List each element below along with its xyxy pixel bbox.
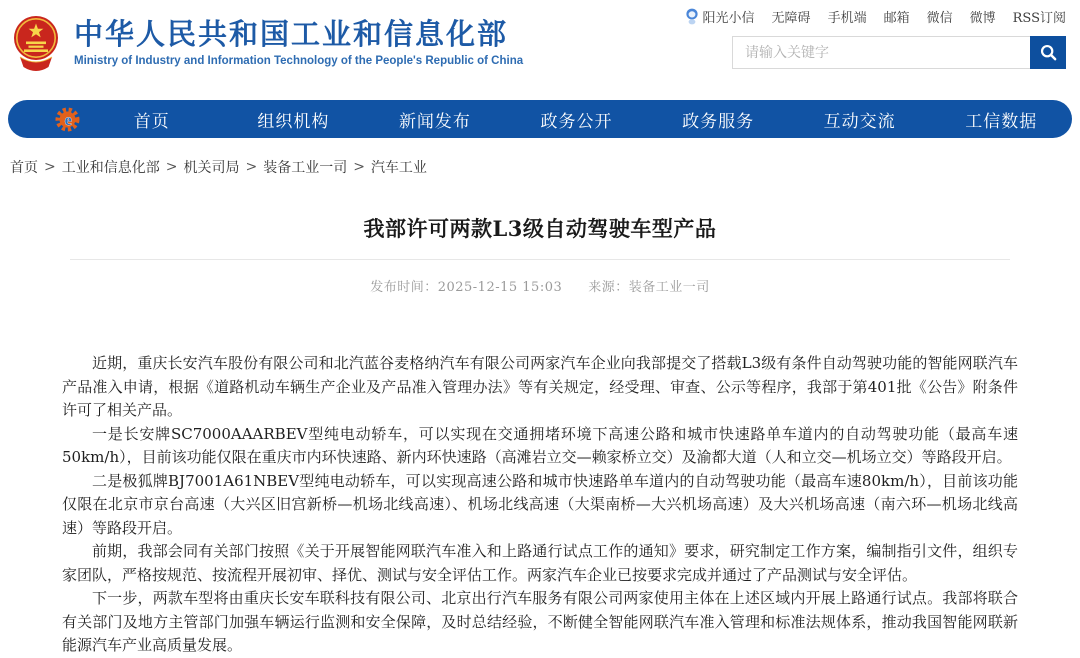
site-name-cn: 中华人民共和国工业和信息化部 <box>74 19 509 51</box>
breadcrumb-home[interactable]: 首页 <box>10 160 38 176</box>
top-link-accessibility[interactable] <box>772 7 811 26</box>
paragraph: 前期，我部会同有关部门按照《关于开展智能网联汽车准入和上路通行试点工作的通知》要求，研究制定工作方案，编制指引文件，组织专家团队，严格按规范、按流程开展初审、择优、测试与安全评估工作。两家汽车企业已按要求完成并通过了产品测试与安全评估。 <box>62 542 1018 584</box>
mascot-icon <box>685 8 699 25</box>
miit-gear-logo-icon[interactable] <box>54 106 81 133</box>
paragraph: 近期，重庆长安汽车股份有限公司和北汽蓝谷麦格纳汽车有限公司两家汽车企业向我部提交了搭载L3级有条件自动驾驶功能的智能网联汽车产品准入申请，根据《道路机动车辆生产企业及产品准入管理办法》等有关规定，经受理、审查、公示等程序，我部于第401批《公告》附条件许可了相关产品。 <box>62 354 1018 419</box>
nav-item-organization[interactable]: 组织机构 <box>257 111 330 132</box>
top-link-mail[interactable] <box>884 7 910 26</box>
source-value: 装备工业一司 <box>628 280 710 295</box>
top-link-label: 手机端 <box>827 11 867 26</box>
breadcrumb-separator: > <box>165 159 178 175</box>
top-link-label: 微信 <box>926 11 953 26</box>
publish-time: 2025-12-15 15:03 <box>437 280 563 295</box>
nav-item-interaction[interactable]: 互动交流 <box>823 111 896 132</box>
site-header <box>0 0 1080 95</box>
top-link-weibo[interactable] <box>970 7 996 26</box>
header-logo-link[interactable] <box>12 13 523 77</box>
top-link-rss[interactable] <box>1013 7 1066 26</box>
search-input[interactable] <box>733 37 1030 68</box>
breadcrumb-separator: > <box>44 159 56 175</box>
paragraph: 下一步，两款车型将由重庆长安车联科技有限公司、北京出行汽车服务有限公司两家使用主体在上述区域内开展上路通行试点。我部将联合有关部门及地方主管部门加强车辆运行监测和安全保障，及时总结经验，不断健全智能网联汽车准入管理和标准法规体系，推动我国智能网联新能源汽车产业高质量发展。 <box>62 589 1018 654</box>
main-nav <box>8 100 1072 138</box>
publish-time-label: 发布时间： <box>370 280 438 295</box>
breadcrumb-miit[interactable]: 工业和信息化部 <box>61 160 160 176</box>
top-link-mobile[interactable] <box>828 7 867 26</box>
breadcrumb-departments[interactable]: 机关司局 <box>183 160 240 176</box>
top-link-sunshine-assistant[interactable] <box>685 7 755 26</box>
nav-item-miit-data[interactable]: 工信数据 <box>965 111 1038 132</box>
top-link-label: 阳光小信 <box>702 11 755 26</box>
nav-item-news[interactable]: 新闻发布 <box>398 111 471 132</box>
top-link-label: RSS订阅 <box>1012 11 1066 26</box>
national-emblem-icon <box>12 13 60 77</box>
breadcrumb-equipment-dept[interactable]: 装备工业一司 <box>263 160 348 176</box>
paragraph: 一是长安牌SC7000AAARBEV型纯电动轿车，可以实现在交通拥堵环境下高速公路和城市快速路单车道内的自动驾驶功能（最高车速50km/h），目前该功能仅限在重庆市内环快速路、新内环快速路（高滩岩立交—赖家桥立交）及渝都大道（人和立交—机场立交）等路段开启。 <box>62 424 1018 466</box>
nav-items <box>81 107 1072 132</box>
breadcrumb-separator: > <box>353 159 365 175</box>
top-link-label: 邮箱 <box>883 11 910 26</box>
top-link-label: 微博 <box>969 11 996 26</box>
nav-item-gov-services[interactable]: 政务服务 <box>682 111 755 132</box>
article-meta <box>0 276 1080 295</box>
breadcrumb-auto-industry[interactable]: 汽车工业 <box>370 160 427 176</box>
article <box>0 214 1080 658</box>
source-label: 来源： <box>588 280 629 295</box>
top-link-wechat[interactable] <box>927 7 953 26</box>
title-divider <box>70 259 1010 260</box>
paragraph: 二是极狐牌BJ7001A61NBEV型纯电动轿车，可以实现高速公路和城市快速路单车道内的自动驾驶功能（最高车速80km/h），目前该功能仅限在北京市京台高速（大兴区旧宫新桥—机场北线高速）、机场北线高速（大渠南桥—大兴机场高速）及大兴机场高速（南六环—机场北线高速）等路段开启。 <box>62 471 1018 537</box>
top-links <box>685 7 1066 26</box>
top-link-label: 无障碍 <box>771 11 811 26</box>
breadcrumb-separator: > <box>245 159 258 175</box>
article-body <box>62 352 1018 658</box>
search-box <box>732 36 1066 69</box>
nav-item-home[interactable]: 首页 <box>133 111 170 132</box>
search-button[interactable] <box>1030 36 1066 69</box>
svg-text:e: e <box>64 111 72 129</box>
nav-item-gov-disclosure[interactable]: 政务公开 <box>540 111 613 132</box>
search-icon <box>1039 43 1058 62</box>
breadcrumb <box>10 157 427 177</box>
site-name-en: Ministry of Industry and Information Technology of the People's Republic of China <box>74 54 524 67</box>
article-title: 我部许可两款L3级自动驾驶车型产品 <box>363 216 717 241</box>
